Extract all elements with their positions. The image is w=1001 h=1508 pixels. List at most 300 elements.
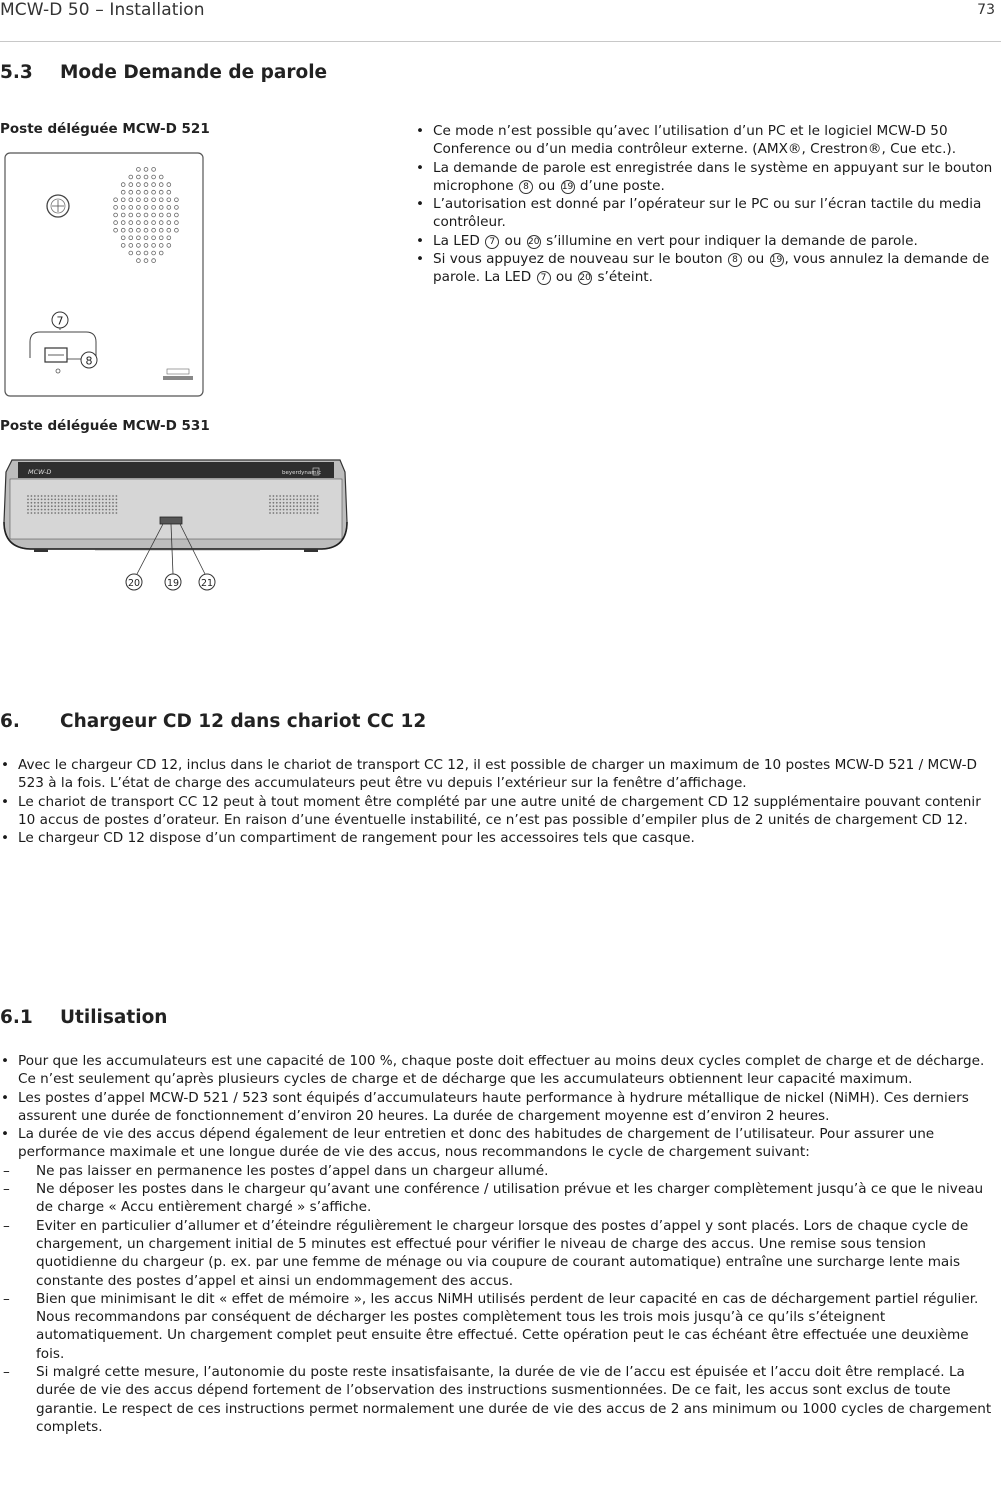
grille-hole (88, 512, 90, 514)
grille-hole (82, 512, 84, 514)
grille-hole (296, 509, 298, 511)
grille-hole (75, 505, 77, 507)
grille-hole (88, 495, 90, 497)
grille-hole (102, 509, 104, 511)
grille-hole (58, 512, 60, 514)
grille-hole (71, 509, 73, 511)
section-6-bullet-list (0, 756, 997, 847)
grille-hole (317, 495, 319, 497)
grille-hole (300, 509, 302, 511)
grille-hole (116, 509, 118, 511)
grille-hole (293, 499, 295, 501)
grille-hole (109, 495, 111, 497)
list-item: • Si vous appuyez de nouveau sur le bouton 8 ou 19 , vous annulez la demande de parole. La LED 7 ou 20 s’éteint. (415, 250, 997, 287)
brand-label-right: beyerdynamic (282, 470, 322, 476)
grille-hole (68, 509, 70, 511)
section-6-1-bullet-list (0, 1052, 997, 1162)
grille-hole (34, 509, 36, 511)
device1-caption: Poste déléguée MCW-D 521 (0, 121, 210, 137)
grille-hole (27, 505, 29, 507)
grille-hole (310, 495, 312, 497)
grille-hole (307, 502, 309, 504)
grille-hole (41, 512, 43, 514)
reference-marker: 8 (728, 253, 742, 267)
grille-hole (109, 505, 111, 507)
grille-hole (41, 502, 43, 504)
grille-hole (303, 505, 305, 507)
grille-hole (310, 509, 312, 511)
grille-hole (290, 509, 292, 511)
front-panel (10, 479, 342, 539)
svg-text:7: 7 (56, 314, 64, 328)
grille-hole (273, 505, 275, 507)
grille-hole (269, 505, 271, 507)
grille-hole (31, 505, 33, 507)
grille-hole (286, 505, 288, 507)
grille-hole (303, 509, 305, 511)
grille-hole (276, 509, 278, 511)
grille-hole (116, 499, 118, 501)
grille-hole (102, 499, 104, 501)
grille-hole (296, 499, 298, 501)
grille-hole (109, 499, 111, 501)
grille-hole (269, 495, 271, 497)
section-title: Utilisation (60, 1007, 168, 1028)
grille-hole (300, 512, 302, 514)
grille-hole (307, 512, 309, 514)
grille-hole (283, 499, 285, 501)
grille-hole (65, 505, 67, 507)
grille-hole (31, 502, 33, 504)
grille-hole (279, 512, 281, 514)
callout-20 (126, 574, 142, 590)
grille-hole (41, 499, 43, 501)
grille-hole (105, 512, 107, 514)
grille-hole (54, 505, 56, 507)
grille-hole (54, 495, 56, 497)
grille-hole (51, 499, 53, 501)
grille-hole (41, 505, 43, 507)
grille-hole (51, 502, 53, 504)
grille-hole (92, 505, 94, 507)
grille-hole (92, 509, 94, 511)
section-6-1-body (0, 1052, 997, 1436)
reference-marker: 19 (561, 181, 574, 192)
grille-hole (68, 499, 70, 501)
grille-hole (290, 512, 292, 514)
grille-hole (54, 502, 56, 504)
grille-hole (317, 505, 319, 507)
grille-hole (310, 505, 312, 507)
grille-hole (27, 509, 29, 511)
grille-hole (48, 495, 50, 497)
grille-hole (61, 495, 63, 497)
grille-hole (317, 499, 319, 501)
grille-hole (27, 502, 29, 504)
grille-hole (283, 512, 285, 514)
grille-hole (279, 505, 281, 507)
grille-hole (95, 502, 97, 504)
grille-hole (313, 499, 315, 501)
grille-hole (99, 505, 101, 507)
grille-hole (303, 495, 305, 497)
list-item: • L’autorisation est donné par l’opérateur sur le PC ou sur l’écran tactile du media contrôleur. (415, 195, 997, 232)
grille-hole (58, 499, 60, 501)
grille-hole (95, 509, 97, 511)
grille-hole (276, 502, 278, 504)
grille-hole (37, 505, 39, 507)
list-item: • La durée de vie des accus dépend également de leur entretien et donc des habitudes de chargement de l’utilisateur. Pour assurer une performance maximale et une longue durée de vie des accus, nous recommandons le cycle de chargement suivant: (0, 1125, 997, 1162)
grille-hole (286, 502, 288, 504)
grille-hole (283, 509, 285, 511)
grille-hole (279, 509, 281, 511)
grille-hole (37, 499, 39, 501)
grille-hole (313, 509, 315, 511)
grille-hole (296, 505, 298, 507)
grille-hole (293, 512, 295, 514)
grille-hole (71, 502, 73, 504)
grille-hole (283, 505, 285, 507)
reference-marker: 7 (537, 271, 551, 285)
grille-hole (95, 499, 97, 501)
grille-hole (68, 505, 70, 507)
grille-hole (68, 495, 70, 497)
grille-hole (27, 512, 29, 514)
grille-hole (112, 499, 114, 501)
grille-hole (48, 499, 50, 501)
list-item: • Ce mode n’est possible qu’avec l’utilisation d’un PC et le logiciel MCW-D 50 Conference ou d’un media contrôleur externe. (AMX®, Crestron®, Cue etc.). (415, 122, 997, 159)
section-number: 6.1 (0, 1007, 33, 1028)
grille-hole (300, 495, 302, 497)
grille-hole (293, 509, 295, 511)
grille-hole (105, 499, 107, 501)
svg-text:19: 19 (166, 578, 180, 589)
grille-hole (82, 495, 84, 497)
grille-hole (54, 499, 56, 501)
list-item: • La LED 7 ou 20 s’illumine en vert pour indiquer la demande de parole. (415, 232, 997, 250)
grille-hole (48, 505, 50, 507)
grille-hole (44, 499, 46, 501)
grille-hole (85, 512, 87, 514)
grille-hole (51, 509, 53, 511)
grille-hole (58, 505, 60, 507)
grille-hole (269, 512, 271, 514)
grille-hole (95, 495, 97, 497)
grille-hole (276, 505, 278, 507)
section-number: 6. (0, 711, 20, 732)
grille-hole (78, 509, 80, 511)
section-title: Mode Demande de parole (60, 62, 328, 83)
grille-hole (75, 495, 77, 497)
grille-hole (71, 512, 73, 514)
grille-hole (102, 512, 104, 514)
section-heading-6-1 (0, 1007, 167, 1028)
grille-hole (75, 509, 77, 511)
page-number: 73 (977, 2, 995, 18)
section-title: Chargeur CD 12 dans chariot CC 12 (60, 711, 427, 732)
grille-hole (276, 499, 278, 501)
grille-hole (27, 495, 29, 497)
grille-hole (88, 499, 90, 501)
grille-hole (290, 505, 292, 507)
grille-hole (102, 502, 104, 504)
svg-text:21: 21 (200, 578, 214, 589)
callout-8 (81, 352, 97, 368)
grille-hole (85, 495, 87, 497)
grille-hole (82, 505, 84, 507)
grille-hole (54, 512, 56, 514)
grille-hole (317, 502, 319, 504)
grille-hole (300, 499, 302, 501)
grille-hole (293, 495, 295, 497)
grille-hole (112, 505, 114, 507)
grille-hole (99, 512, 101, 514)
grille-hole (34, 495, 36, 497)
grille-hole (31, 499, 33, 501)
grille-hole (286, 512, 288, 514)
grille-hole (116, 495, 118, 497)
document-header-title: MCW-D 50 – Installation (0, 0, 205, 20)
list-item: • Le chariot de transport CC 12 peut à tout moment être complété par une autre unité de chargement CD 12 supplémentaire pouvant contenir 10 accus de postes d’orateur. En raison d’une éventuelle instabilité, ce n’est pas possible d’empiler plus de 2 unités de chargement CD 12. (0, 793, 997, 830)
grille-hole (317, 509, 319, 511)
grille-hole (296, 495, 298, 497)
grille-hole (310, 512, 312, 514)
grille-hole (31, 495, 33, 497)
grille-hole (269, 502, 271, 504)
grille-hole (37, 502, 39, 504)
grille-hole (99, 499, 101, 501)
list-item: – Ne déposer les postes dans le chargeur qu’avant une conférence / utilisation prévue et les charger complètement jusqu’à ce que le niveau de charge « Accu entièrement chargé » s’affiche. (0, 1180, 997, 1217)
grille-hole (71, 499, 73, 501)
grille-hole (105, 495, 107, 497)
grille-hole (109, 502, 111, 504)
grille-hole (44, 505, 46, 507)
grille-hole (269, 499, 271, 501)
reference-marker: 20 (528, 236, 540, 247)
grille-hole (65, 495, 67, 497)
device2-caption: Poste déléguée MCW-D 531 (0, 418, 210, 434)
microphone-button (160, 517, 182, 524)
grille-hole (112, 509, 114, 511)
grille-hole (273, 499, 275, 501)
grille-hole (112, 495, 114, 497)
grille-hole (78, 502, 80, 504)
grille-hole (65, 509, 67, 511)
device-mcw-d-521-illustration (0, 150, 210, 400)
grille-hole (78, 512, 80, 514)
callout-21 (199, 574, 215, 590)
grille-hole (293, 502, 295, 504)
grille-hole (296, 512, 298, 514)
grille-hole (303, 512, 305, 514)
grille-hole (286, 509, 288, 511)
grille-hole (85, 509, 87, 511)
list-item: – Ne pas laisser en permanence les postes d’appel dans un chargeur allumé. (0, 1162, 997, 1180)
microphone-socket (47, 195, 69, 217)
grille-hole (286, 499, 288, 501)
grille-hole (116, 505, 118, 507)
grille-hole (58, 502, 60, 504)
list-item: • Les postes d’appel MCW-D 521 / 523 sont équipés d’accumulateurs haute performance à hydrure métallique de nickel (NiMH). Ces derniers assurent une durée de fonctionnement d’environ 20 heures. La durée de chargement moyenne est d’environ 2 heures. (0, 1089, 997, 1126)
grille-hole (61, 505, 63, 507)
brand-label-left: MCW-D (28, 468, 52, 476)
grille-hole (99, 509, 101, 511)
grille-hole (105, 509, 107, 511)
grille-hole (276, 495, 278, 497)
grille-hole (99, 495, 101, 497)
grille-hole (61, 502, 63, 504)
grille-hole (116, 502, 118, 504)
grille-hole (313, 495, 315, 497)
reference-marker: 19 (770, 255, 783, 266)
grille-hole (300, 505, 302, 507)
grille-hole (31, 512, 33, 514)
grille-hole (112, 512, 114, 514)
grille-hole (61, 512, 63, 514)
grille-hole (51, 512, 53, 514)
grille-hole (41, 495, 43, 497)
grille-hole (37, 509, 39, 511)
grille-hole (283, 495, 285, 497)
grille-hole (58, 495, 60, 497)
grille-hole (48, 509, 50, 511)
callout-19 (165, 574, 181, 590)
grille-hole (296, 502, 298, 504)
header-divider (0, 41, 1001, 42)
grille-hole (75, 502, 77, 504)
list-item: • La demande de parole est enregistrée dans le système en appuyant sur le bouton microphone 8 ou 19 d’une poste. (415, 159, 997, 196)
grille-hole (310, 502, 312, 504)
list-item: – Si malgré cette mesure, l’autonomie du poste reste insatisfaisante, la durée de vie de l’accu est épuisée et l’accu doit être remplacé. La durée de vie des accus dépend fortement de l’observation des instructions susmentionnées. De ce fait, les accus sont exclus de toute garantie. Le respect de ces instructions permet normalement une durée de vie des accus de 2 ans minimum ou 1000 cycles de chargement complets. (0, 1363, 997, 1436)
grille-hole (92, 502, 94, 504)
grille-hole (75, 499, 77, 501)
grille-hole (61, 499, 63, 501)
grille-hole (105, 505, 107, 507)
grille-hole (44, 509, 46, 511)
grille-hole (34, 512, 36, 514)
grille-hole (37, 512, 39, 514)
grille-hole (283, 502, 285, 504)
grille-hole (273, 512, 275, 514)
grille-hole (71, 495, 73, 497)
grille-hole (65, 512, 67, 514)
grille-hole (313, 502, 315, 504)
grille-hole (31, 509, 33, 511)
grille-hole (279, 499, 281, 501)
grille-hole (85, 502, 87, 504)
device-mcw-d-531-illustration (0, 452, 352, 602)
grille-hole (85, 499, 87, 501)
grille-hole (88, 502, 90, 504)
grille-hole (54, 509, 56, 511)
grille-hole (41, 509, 43, 511)
grille-hole (61, 509, 63, 511)
grille-hole (286, 495, 288, 497)
callout-7 (52, 312, 68, 328)
grille-hole (27, 499, 29, 501)
list-item: • Avec le chargeur CD 12, inclus dans le chariot de transport CC 12, il est possible de charger un maximum de 10 postes MCW-D 521 / MCW-D 523 à la fois. L’état de charge des accumulateurs peut être vu depuis l’extérieur sur la fenêtre d’affichage. (0, 756, 997, 793)
grille-hole (303, 499, 305, 501)
grille-hole (269, 509, 271, 511)
grille-hole (68, 512, 70, 514)
grille-hole (290, 499, 292, 501)
grille-hole (317, 512, 319, 514)
reference-marker: 8 (519, 180, 533, 194)
grille-hole (276, 512, 278, 514)
grille-hole (279, 495, 281, 497)
grille-hole (310, 499, 312, 501)
grille-hole (116, 512, 118, 514)
grille-hole (51, 505, 53, 507)
section-number: 5.3 (0, 62, 33, 83)
grille-hole (279, 502, 281, 504)
list-item: – Bien que minimisant le dit « effet de mémoire », les accus NiMH utilisés perdent de leur capacité en cas de déchargement partiel régulier. Nous recommandons par conséquent de décharger les postes complètement tous les trois mois jusqu’à ce qu’ils s’éteignent automatiquement. Un chargement complet peut ensuite être effectué. Cette opération peut le cas échéant être effectuée une deuxième fois. (0, 1290, 997, 1363)
grille-hole (102, 505, 104, 507)
list-item: – Eviter en particulier d’allumer et d’éteindre régulièrement le chargeur lorsque des postes d’appel y sont placés. Lors de chaque cycle de chargement, un chargement initial de 5 minutes est effectué pour vérifier le niveau de charge des accus. Une remise sous tension quotidienne du chargeur (p. ex. par une femme de ménage ou via coupure de courant automatique) entraîne une surcharge lente mais constante des postes d’appel et ainsi un endommagement des accus. (0, 1217, 997, 1290)
grille-hole (95, 505, 97, 507)
grille-hole (102, 495, 104, 497)
grille-hole (34, 505, 36, 507)
grille-hole (34, 502, 36, 504)
grille-hole (109, 512, 111, 514)
grille-hole (88, 505, 90, 507)
grille-hole (82, 502, 84, 504)
grille-hole (112, 502, 114, 504)
grille-hole (273, 502, 275, 504)
grille-hole (92, 512, 94, 514)
grille-hole (58, 509, 60, 511)
grille-hole (300, 502, 302, 504)
grille-hole (78, 499, 80, 501)
grille-hole (37, 495, 39, 497)
svg-text:8: 8 (85, 354, 93, 368)
grille-hole (78, 505, 80, 507)
grille-hole (307, 495, 309, 497)
grille-hole (44, 502, 46, 504)
grille-hole (313, 512, 315, 514)
grille-hole (44, 512, 46, 514)
grille-hole (92, 495, 94, 497)
section-heading-5-3 (0, 62, 327, 83)
charging-cycle-dash-list (0, 1162, 997, 1436)
section-5-3-bullet-list (415, 122, 997, 287)
list-item: • Pour que les accumulateurs est une capacité de 100 %, chaque poste doit effectuer au moins deux cycles complet de charge et de décharge. Ce n’est seulement qu’après plusieurs cycles de charge et de décharge que les accumulateurs obtiennent leur capacité maximum. (0, 1052, 997, 1089)
grille-hole (307, 509, 309, 511)
grille-hole (307, 505, 309, 507)
grille-hole (71, 505, 73, 507)
grille-hole (48, 502, 50, 504)
grille-hole (44, 495, 46, 497)
grille-hole (65, 502, 67, 504)
grille-hole (68, 502, 70, 504)
grille-hole (95, 512, 97, 514)
list-item: • Le chargeur CD 12 dispose d’un compartiment de rangement pour les accessoires tels que casque. (0, 829, 997, 847)
svg-text:20: 20 (127, 578, 141, 589)
grille-hole (65, 499, 67, 501)
grille-hole (293, 505, 295, 507)
grille-hole (82, 499, 84, 501)
device-body (5, 153, 203, 396)
grille-hole (273, 509, 275, 511)
grille-hole (290, 495, 292, 497)
grille-hole (88, 509, 90, 511)
grille-hole (313, 505, 315, 507)
grille-hole (85, 505, 87, 507)
grille-hole (48, 512, 50, 514)
reference-marker: 20 (579, 273, 591, 284)
grille-hole (34, 499, 36, 501)
grille-hole (105, 502, 107, 504)
